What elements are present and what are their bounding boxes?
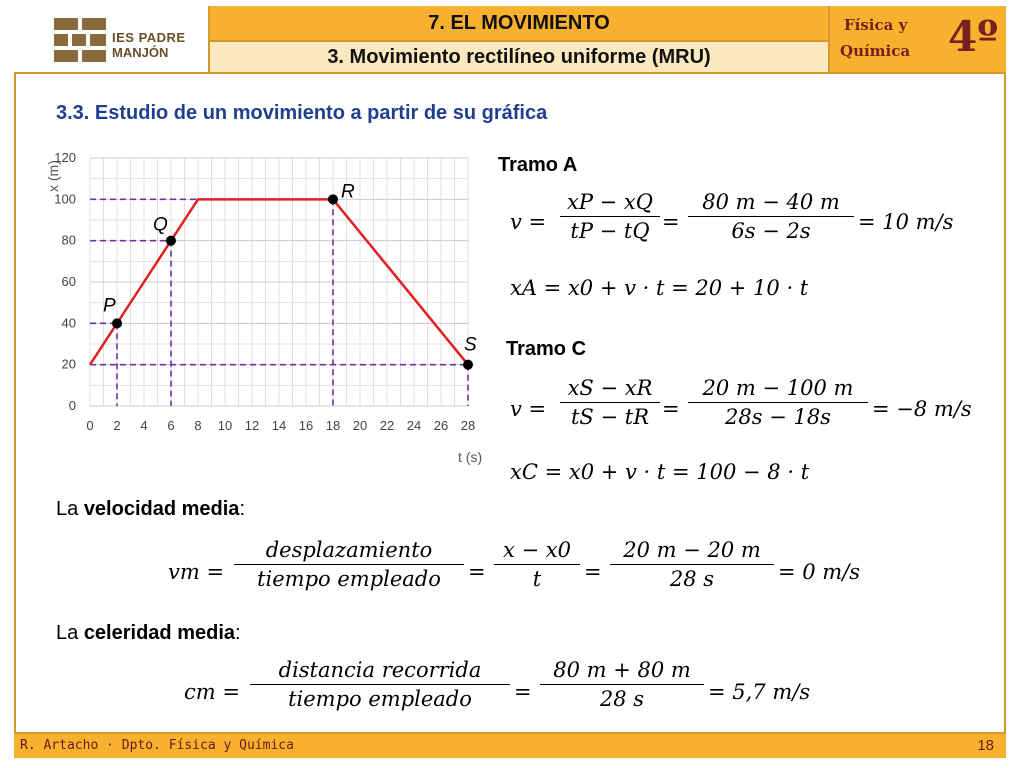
tramo-c-label: Tramo C — [506, 338, 587, 360]
tramo-c-result: = −8 m/s — [872, 397, 972, 421]
point-label: S — [464, 334, 477, 356]
x-tick-label: 12 — [244, 418, 260, 433]
grade-label: 4º — [948, 12, 999, 61]
y-tick-label: 100 — [54, 191, 76, 207]
y-tick-label: 0 — [68, 398, 76, 413]
data-point — [112, 318, 122, 328]
tramo-c-den1: tS − tR — [570, 405, 650, 429]
page-number: 18 — [977, 737, 994, 754]
x-tick-label: 14 — [271, 418, 287, 433]
x-tick-label: 16 — [298, 418, 314, 433]
unit-subtitle: 3. Movimiento rectilíneo uniforme (MRU) — [210, 42, 828, 74]
velocidad-media-intro — [56, 498, 245, 521]
tramo-a-num2: 80 m − 40 m — [702, 190, 840, 214]
cm-result: = 5,7 m/s — [708, 680, 811, 704]
vm-eq2: = — [584, 560, 602, 584]
tramo-a-result: = 10 m/s — [858, 210, 954, 234]
tramo-c-v-lhs: v = — [510, 397, 547, 421]
cm-eq: = — [514, 680, 532, 704]
y-tick-label: 40 — [61, 315, 76, 331]
velocidad-intro-bold: velocidad media — [83, 498, 240, 520]
x-tick-label: 22 — [379, 418, 395, 433]
point-label: R — [341, 181, 355, 203]
vm-num1: desplazamiento — [265, 538, 433, 562]
x-tick-label: 24 — [406, 418, 422, 433]
velocidad-intro-pre: La — [56, 498, 84, 520]
tramo-a-den1: tP − tQ — [570, 219, 650, 243]
cm-den1: tiempo empleado — [288, 687, 472, 711]
x-tick-label: 18 — [325, 418, 341, 433]
y-tick-label: 80 — [61, 232, 76, 248]
x-tick-label: 6 — [167, 418, 175, 433]
logo-blocks-icon — [54, 18, 106, 62]
x-tick-label: 0 — [86, 418, 94, 433]
school-logo — [14, 6, 210, 74]
y-tick-label: 20 — [61, 356, 76, 372]
point-label: P — [103, 295, 116, 317]
x-axis-label: t (s) — [458, 449, 483, 465]
subject-box — [828, 6, 1006, 74]
x-tick-label: 2 — [113, 418, 121, 433]
tramo-c-num1: xS − xR — [567, 376, 653, 400]
vm-eq1: = — [468, 560, 486, 584]
data-point — [463, 360, 473, 370]
tramo-a-frac1 — [560, 190, 660, 243]
tramo-a-den2: 6s − 2s — [731, 219, 811, 243]
vm-frac3 — [610, 538, 774, 591]
vm-frac2 — [494, 538, 580, 591]
cm-lhs: cm = — [184, 680, 240, 704]
tramo-a-position-eq: xA = x0 + v · t = 20 + 10 · t — [510, 276, 809, 300]
velocidad-intro-post: : — [239, 498, 245, 520]
y-tick-label: 120 — [54, 150, 76, 165]
tramo-c-frac1 — [560, 376, 660, 429]
tramo-c-den2: 28s − 18s — [725, 405, 831, 429]
tramo-a-num1: xP − xQ — [567, 190, 653, 214]
x-tick-label: 20 — [352, 418, 368, 433]
tramo-c-frac2 — [688, 376, 868, 429]
vm-frac1 — [234, 538, 464, 591]
tramo-a-eq: = — [662, 210, 680, 234]
vm-den2: t — [532, 567, 542, 591]
vm-lhs: vm = — [168, 560, 225, 584]
point-label: Q — [153, 214, 168, 236]
tramo-c-position-eq: xC = x0 + v · t = 100 − 8 · t — [510, 460, 810, 484]
vm-num2: x − x0 — [503, 538, 571, 562]
footer-author: R. Artacho · Dpto. Física y Química — [20, 738, 294, 753]
vm-result: = 0 m/s — [778, 560, 861, 584]
position-time-chart — [20, 140, 520, 470]
celeridad-media-intro — [56, 622, 241, 645]
celeridad-intro-bold: celeridad media — [83, 622, 235, 644]
x-tick-label: 8 — [194, 418, 202, 433]
cm-num1: distancia recorrida — [278, 658, 482, 682]
y-axis-label: x (m) — [45, 160, 61, 192]
celeridad-intro-pre: La — [56, 622, 84, 644]
logo-line2: MANJÓN — [112, 45, 169, 60]
celeridad-intro-post: : — [235, 622, 241, 644]
tramo-a-frac2 — [688, 190, 854, 243]
x-tick-label: 10 — [217, 418, 233, 433]
footer-bar — [14, 732, 1006, 758]
section-title: 3.3. Estudio de un movimiento a partir de su gráfica — [56, 102, 548, 124]
cm-num2: 80 m + 80 m — [553, 658, 691, 682]
tramo-a-v-lhs: v = — [510, 210, 547, 234]
subject-line1: Física y — [844, 16, 908, 34]
x-tick-label: 26 — [433, 418, 449, 433]
cm-den2: 28 s — [599, 687, 645, 711]
x-tick-label: 28 — [460, 418, 476, 433]
vm-den1: tiempo empleado — [257, 567, 441, 591]
unit-title: 7. EL MOVIMIENTO — [210, 6, 828, 42]
x-tick-label: 4 — [140, 418, 148, 433]
y-tick-label: 60 — [61, 274, 76, 289]
tramo-c-eq: = — [662, 397, 680, 421]
data-point — [328, 194, 338, 204]
subject-line2: Química — [840, 42, 911, 60]
tramo-a-label: Tramo A — [498, 154, 578, 176]
vm-num3: 20 m − 20 m — [623, 538, 761, 562]
vm-den3: 28 s — [669, 567, 715, 591]
tramo-c-num2: 20 m − 100 m — [702, 376, 854, 400]
data-point — [166, 236, 176, 246]
cm-frac1 — [250, 658, 510, 711]
logo-line1: IES PADRE — [112, 30, 186, 45]
cm-frac2 — [540, 658, 704, 711]
